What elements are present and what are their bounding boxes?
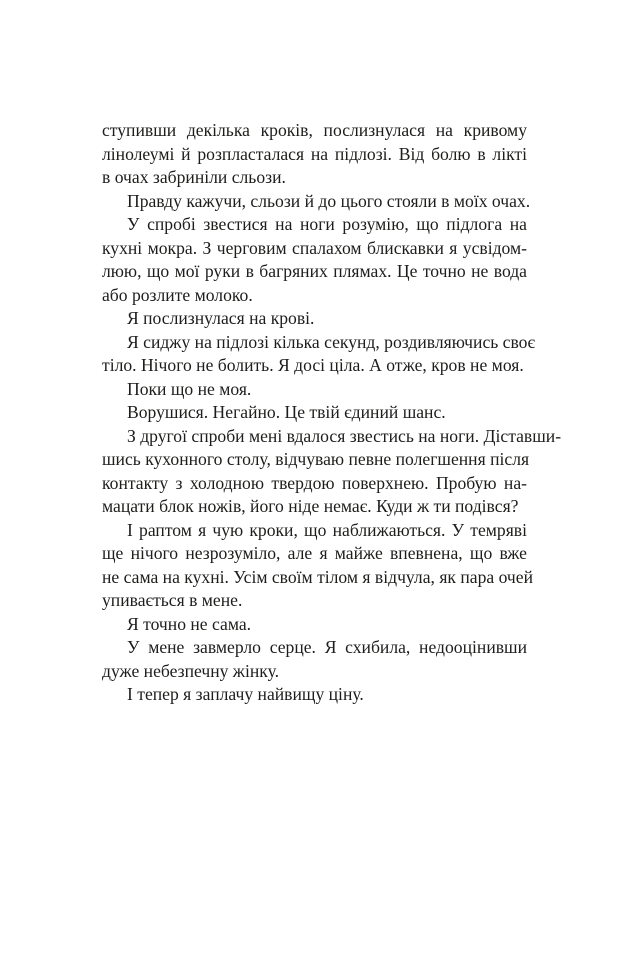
text-line: І раптом я чую кроки, що наближаються. У темряві [127,519,527,540]
text-line: Правду кажучи, сльози й до цього стояли в моїх очах. [127,190,531,211]
paragraph [102,425,562,519]
text-line: ще нічого незрозуміло, але я майже впевнена, що вже [102,543,527,563]
text-line: дуже небезпечну жінку. [102,660,280,681]
body-text [102,119,562,707]
paragraph [102,119,527,190]
text-line: не сама на кухні. Усім своїм тілом я відчула, як пара очей [102,566,534,587]
text-line: або розлите молоко. [102,284,253,305]
paragraph [102,613,527,637]
paragraph [102,331,536,378]
text-line: тіло. Нічого не болить. Я досі ціла. А отже, кров не моя. [102,355,524,375]
text-line: упивається в мене. [102,590,243,610]
text-line: лінолеумі й розпласталася на підлозі. Від болю в лікті [102,143,527,164]
text-line: в очах забриніли сльози. [102,167,286,187]
text-line: Поки що не моя. [127,378,252,399]
text-line: Ворушися. Негайно. Це твій єдиний шанс. [127,402,446,422]
text-line: ступивши декілька кроків, послизнулася на кривому [102,120,527,140]
paragraph [102,683,527,707]
text-line: У спробі звестися на ноги розумію, що підлога на [127,214,527,234]
paragraph [102,636,527,683]
text-line: У мене завмерло серце. Я схибила, недооцінивши [127,637,527,657]
paragraph [102,213,527,307]
text-line: контакту з холодною твердою поверхнею. Пробую на- [102,472,527,493]
text-line: кухні мокра. З черговим спалахом блискавки я усвідом- [102,237,527,258]
paragraph [102,190,531,214]
text-line: Я послизнулася на крові. [127,308,315,328]
text-line: Я сиджу на підлозі кілька секунд, роздивляючись своє [127,331,536,352]
text-line: мацати блок ножів, його ніде немає. Куди ж ти подівся? [102,496,519,516]
text-line: Я точно не сама. [127,613,252,634]
text-line: І тепер я заплачу найвищу ціну. [127,684,364,704]
paragraph [102,307,527,331]
text-line: шись кухонного столу, відчуваю певне полегшення після [102,449,530,469]
text-line: люю, що мої руки в багряних плямах. Це точно не вода [102,261,527,281]
paragraph [102,378,527,402]
paragraph [102,401,527,425]
paragraph [102,519,534,613]
text-line: З другої спроби мені вдалося звестись на ноги. Діставши- [127,425,562,446]
